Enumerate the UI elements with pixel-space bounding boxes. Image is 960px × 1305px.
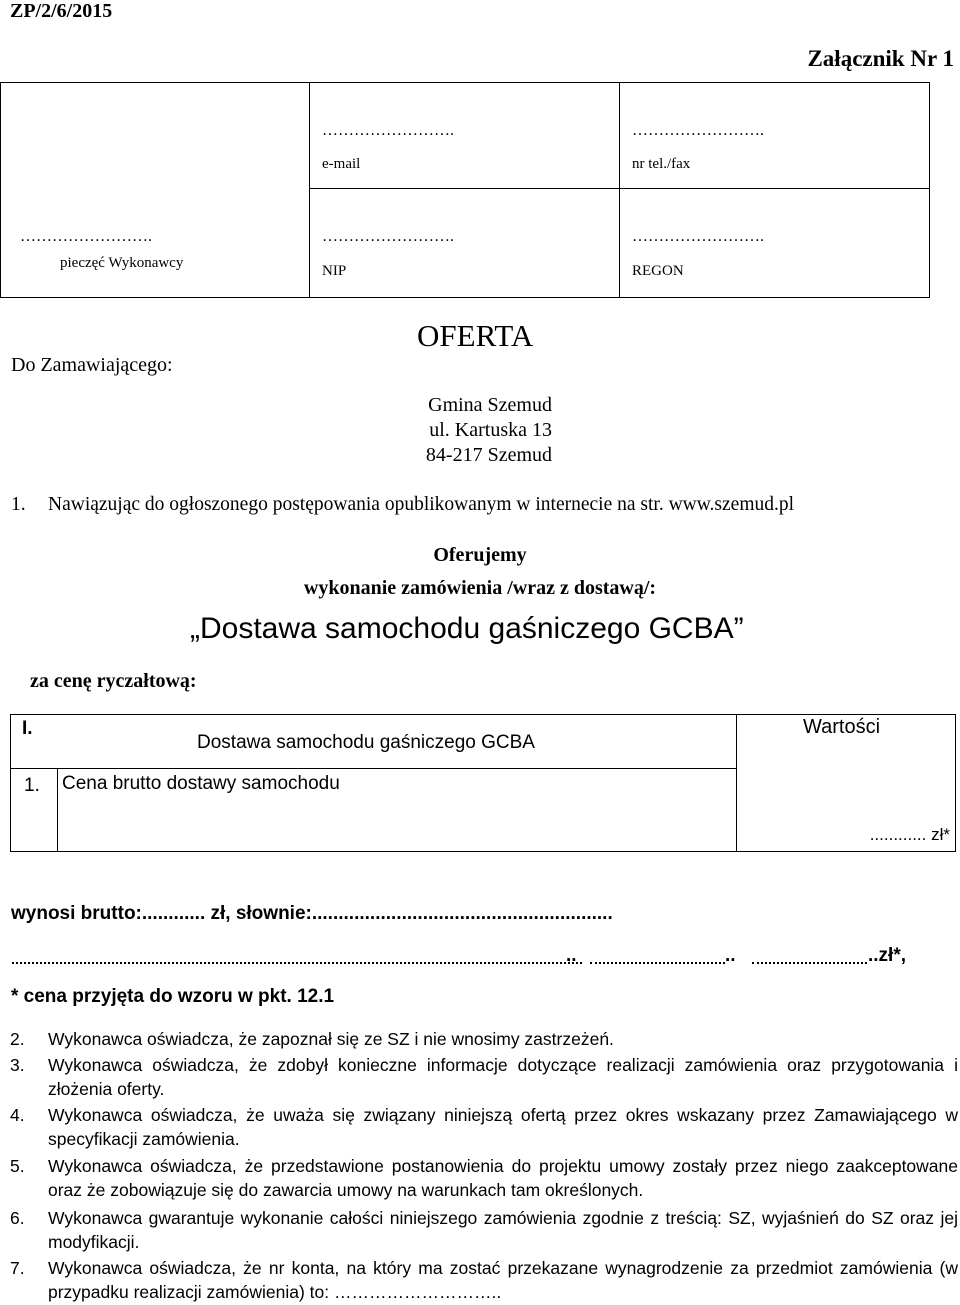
- addressee-city: 84-217 Szemud: [425, 444, 552, 466]
- table-row-number: 1.: [24, 775, 40, 796]
- document-id: ZP/2/6/2015: [10, 0, 113, 22]
- header-divider-right: [619, 82, 620, 297]
- table-heading: Dostawa samochodu gaśniczego GCBA: [197, 732, 535, 753]
- price-label: za cenę ryczałtową:: [30, 670, 197, 692]
- nip-label: NIP: [322, 263, 347, 279]
- declaration-text: Wykonawca gwarantuje wykonanie całości niniejszego zamówienia zgodnie z treścią: SZ, wyjaśnień do SZ oraz jej modyfikacji.: [48, 1208, 958, 1252]
- price-note: * cena przyjęta do wzoru w pkt. 12.1: [11, 986, 335, 1007]
- table-row-label: Cena brutto dostawy samochodu: [62, 773, 340, 794]
- phone-label: nr tel./fax: [632, 156, 691, 172]
- declaration-number: 6.: [10, 1208, 25, 1228]
- declaration-text: Wykonawca oświadcza, że uważa się związany niniejszą ofertą przez okres wskazany przez Zamawiającego w specyfikacji zamówienia.: [48, 1105, 958, 1149]
- offer-subject: „Dostawa samochodu gaśniczego GCBA”: [190, 612, 744, 645]
- declaration-item: [10, 1206, 960, 1254]
- price-table-row-divider: [10, 768, 737, 769]
- gross-words-dotline-2: [590, 962, 725, 964]
- declaration-number: 3.: [10, 1055, 25, 1075]
- addressee-name: Gmina Szemud: [428, 394, 552, 416]
- intro-text: Nawiązując do ogłoszonego postępowania opublikowanym w internecie na str. www.szemud.pl: [48, 494, 795, 515]
- regon-dots: …………………….: [632, 228, 764, 245]
- declaration-item: [10, 1053, 960, 1101]
- addressee-block: [426, 393, 552, 468]
- price-table-divider-values: [736, 714, 737, 851]
- table-roman: I.: [22, 718, 33, 739]
- declaration-item: [10, 1256, 960, 1304]
- declaration-text: Wykonawca oświadcza, że przedstawione postanowienia do projektu umowy zostały przez niego zaakceptowane oraz że zobowiązuje się do zawarcia umowy na warunkach tam określonych.: [48, 1156, 958, 1200]
- header-divider-left: [309, 82, 310, 297]
- attachment-label: Załącznik Nr 1: [807, 46, 954, 71]
- offer-title: OFERTA: [417, 318, 534, 353]
- addressee-label: Do Zamawiającego:: [11, 354, 173, 376]
- table-row-value: ............ zł*: [869, 825, 950, 844]
- declaration-item: [10, 1154, 960, 1202]
- gross-words-dotline-3: [752, 962, 867, 964]
- gross-currency: ..zł*,: [868, 945, 907, 966]
- offer-line1: Oferujemy: [433, 544, 527, 566]
- price-table-divider-number: [57, 768, 58, 851]
- declaration-number: 4.: [10, 1105, 25, 1125]
- declaration-item: [10, 1103, 960, 1151]
- header-divider-horizontal: [309, 188, 929, 189]
- stamp-dots: …………………….: [20, 228, 152, 245]
- stamp-label: pieczęć Wykonawcy: [60, 255, 184, 271]
- gross-words-dotline: [12, 962, 582, 964]
- declaration-text: Wykonawca oświadcza, że zdobył konieczne informacje dotyczące realizacji zamówienia oraz przygotowania i złożenia oferty.: [48, 1055, 958, 1099]
- offer-line2: wykonanie zamówienia /wraz z dostawą/:: [303, 577, 657, 599]
- declaration-text: Wykonawca oświadcza, że nr konta, na który ma zostać przekazane wynagrodzenie za przedmiot zamówienia (w przypadku realizacji zamówienia) to: ………………………..: [48, 1258, 958, 1302]
- email-label: e-mail: [322, 156, 361, 172]
- declaration-text: Wykonawca oświadcza, że zapoznał się ze SZ i nie wnosimy zastrzeżeń.: [48, 1029, 614, 1049]
- declaration-number: 2.: [10, 1029, 25, 1049]
- declaration-item: [10, 1027, 960, 1051]
- email-dots: …………………….: [322, 122, 454, 139]
- declaration-number: 5.: [10, 1156, 25, 1176]
- declaration-number: 7.: [10, 1258, 25, 1278]
- phone-dots: …………………….: [632, 122, 764, 139]
- table-values-header: Wartości: [803, 716, 881, 738]
- intro-number: 1.: [11, 494, 26, 515]
- gross-dots-mid: ..: [566, 945, 577, 966]
- addressee-street: ul. Kartuska 13: [429, 419, 552, 441]
- gross-line: wynosi brutto:............ zł, słownie:.........................................................: [11, 903, 613, 924]
- nip-dots: …………………….: [322, 228, 454, 245]
- regon-label: REGON: [632, 263, 684, 279]
- gross-dots-mid-2: ..: [725, 945, 736, 966]
